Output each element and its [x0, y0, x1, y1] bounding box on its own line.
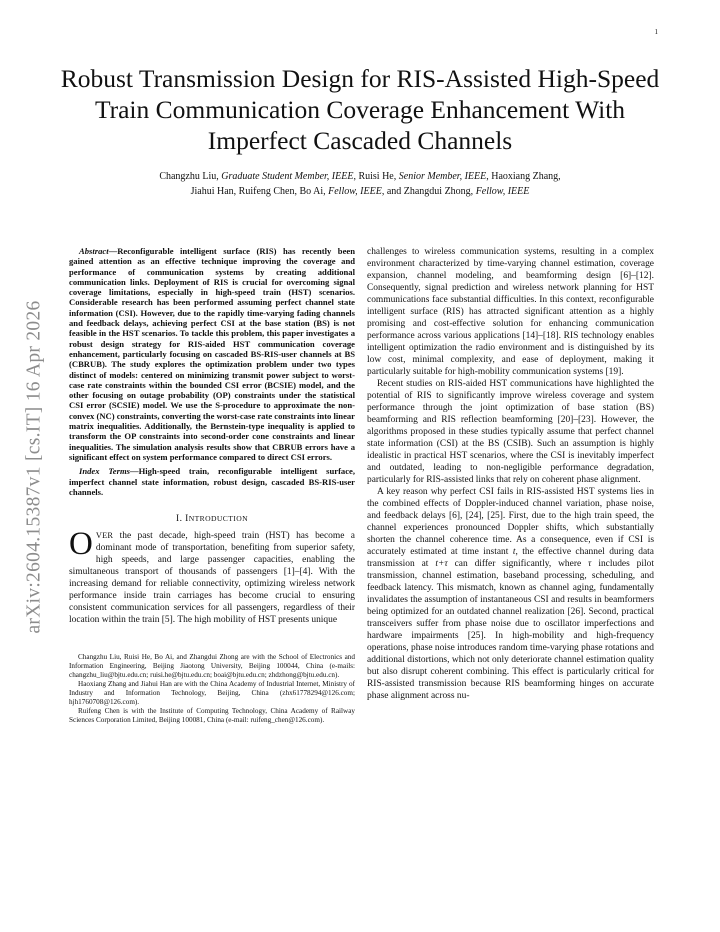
author-line-1 — [80, 170, 640, 185]
author-text: Changzhu Liu, — [159, 171, 222, 182]
paper-title: Robust Transmission Design for RIS-Assisted High-Speed Train Communication Coverage Enhancement With Imperfect Cascaded Channels — [60, 64, 660, 155]
footnote-affiliation-2: Haoxiang Zhang and Jiahui Han are with the China Academy of Industrial Internet, Ministry of Industry and Information Technology, Beijing, China (zhx61778294@126.com; hjh1760708@126.com). — [69, 680, 355, 707]
author-membership: Senior Member, IEEE — [398, 171, 487, 182]
body-text-run: can differ significantly, where — [447, 559, 589, 569]
body-text-run: , the effective channel during data transmission at — [367, 547, 654, 569]
abstract-text: —Reconfigurable intelligent surface (RIS) has recently been gained attention as an effective technique improving the coverage and performance of communication systems by creating additional communication links. Deployment of RIS is crucial for overcoming signal coverage limitations, especially in high-speed train (HST) scenarios. Considerable research has been performed assuming perfect channel state information (CSI). However, due to the rapidly time-varying fading channels and feedback delays, achieving perfect CSI at the base station (BS) is not feasible in the HST scenarios. To tackle this problem, this paper investigates a robust design strategy for RIS-aided HST communication coverage enhancement, particularly focusing on cascaded BS-RIS-user channels at BS (CBRUB). The study explores the optimization problem under two types distinct of models: centered on minimizing transmit power subject to worst-case rate constraints within the bounded CSI error (BCSIE) model, and the other focusing on outage probability (OP) constraints under the statistical CSI error (SCSIE) model. We use the S-procedure to approximate the non-convex (NC) constraints, converting the worst-case rate constraints into linear matrix inequalities. Additionally, the Bernstein-type inequality is applied to transform the OP constraints into second-order cone constraints and linear inequalities. The simulation analysis results show that CBRUB errors have a significant effect on system performance compared to direct CSI errors. — [69, 246, 355, 462]
math-symbol: t — [512, 547, 516, 557]
footnote-affiliation-1: Changzhu Liu, Ruisi He, Bo Ai, and Zhangdui Zhong are with the School of Electronics and Information Engineering, Beijing Jiaotong University, Beijing 100044, China (e-mails: changzhu_liu@bjtu.edu.cn; ruisi.he@bjtu.edu.cn; boai@bjtu.edu.cn; zhdzhong@bjtu.edu.cn). — [69, 653, 355, 680]
section-name-initial: I — [185, 514, 189, 525]
footnote-affiliation-3: Ruifeng Chen is with the Institute of Computing Technology, China Academy of Railway Sciences Corporation Limited, Beijing 100081, China (e-mail: ruifeng_chen@126.com). — [69, 707, 355, 725]
author-text: , and Zhangdui Zhong, — [381, 185, 476, 197]
math-expression: t+τ — [435, 559, 448, 569]
index-terms — [69, 466, 355, 497]
section-heading-introduction — [69, 514, 355, 524]
author-text: Jiahui Han, Ruifeng Chen, Bo Ai, — [190, 185, 329, 197]
section-numeral: I. — [176, 514, 186, 525]
arxiv-identifier: arXiv:2604.15387v1 [cs.IT] 16 Apr 2026 — [24, 300, 46, 634]
author-line-2 — [80, 185, 640, 200]
author-text: , Haoxiang Zhang, — [486, 171, 561, 182]
body-text-run: A key reason why perfect CSI fails in RIS-assisted HST systems lies in the combined effects of Doppler-induced channel variation, phase noise, and feedback delays [6], [24], [25]. First, due to the high train speed, the channel experiences pronounced Doppler shifts, which substantially shorten the channel coherence time. As a consequence, even if CSI is accurately estimated at time instant — [367, 487, 654, 557]
body-paragraph: Recent studies on RIS-aided HST communications have highlighted the potential of RIS to significantly improve wireless coverage and system performance through the joint optimization of base station (BS) beamforming and RIS reflection beamforming [20]–[23]. However, the algorithms proposed in these studies typically assume that perfect channel state information (CSI) at the BS (CSIB). Such an assumption is highly idealistic in practical HST scenarios, where the CSI is inevitably imperfect and outdated, leading to non-negligible performance degradation, particularly for RIS-assisted links that rely on coherent phase alignment. — [367, 379, 654, 485]
arxiv-sidebar-stamp — [22, 262, 48, 672]
index-terms-text: —High-speed train, reconfigurable intelligent surface, imperfect channel state information, robust design, cascaded BS-RIS-user channels. — [69, 466, 356, 497]
math-symbol: τ — [588, 559, 592, 569]
left-column — [69, 246, 355, 725]
lead-caps: VER — [95, 531, 114, 541]
index-terms-label: Index Terms — [79, 466, 130, 477]
body-paragraph — [367, 486, 654, 702]
footnote-rule — [69, 642, 355, 648]
intro-text: the past decade, high-speed train (HST) has become a dominant mode of transportation, benefiting from superior safety, high speeds, and large passenger capacities, enabling the simultaneous transport of thousands of passengers [1]–[4]. With the increasing demand for reliable connectivity, optimizing wireless network performance inside train carriages has become crucial to ensuring consistent communication services for all passengers, regardless of their location within the train [5]. The high mobility of HST presents unique — [69, 531, 355, 626]
section-name-rest: NTRODUCTION — [188, 514, 248, 524]
right-column — [367, 246, 654, 702]
body-text-run: includes pilot transmission, channel estimation, baseband processing, scheduling, and feedback latency. This mismatch, known as channel aging, fundamentally invalidates the assumption of instantaneous CSI and results in beamformers being optimized for an outdated channel realization [26]. Second, practical transceivers suffer from phase noise due to oscillator imperfections and hardware impairments [25]. In high-mobility and high-frequency operations, phase noise introduces random time-varying phase rotations and additional distortions, which not only deteriorate channel estimation quality but also disrupt coherent combining. This effect is particularly critical for RIS-assisted transmission because RIS beamforming hinges on accurate phase alignment across nu- — [367, 559, 654, 701]
author-block — [80, 170, 640, 199]
intro-paragraph — [69, 526, 355, 626]
author-text: , Ruisi He, — [353, 171, 399, 182]
author-membership: Fellow, IEEE — [328, 185, 382, 197]
abstract-label: Abstract — [79, 246, 109, 256]
body-paragraph: challenges to wireless communication systems, resulting in a complex environment characterized by time-varying channel estimation, coverage expansion, channel modeling, and beamforming design [6]–[12]. Consequently, signal prediction and wireless network planning for HST communications face substantial difficulties. In this context, reconfigurable intelligent surface (RIS) has attracted significant attention as a highly promising and cost-effective solution for enhancing communication performance across various applications [14]–[18]. RIS technology enables intelligent optimization the radio environment and is distinguished by its low cost, minimal complexity, and ease of deployment, making it particularly suitable for high-mobility communication systems [19]. — [367, 247, 654, 377]
author-membership: Fellow, IEEE — [475, 185, 530, 197]
page-number: 1 — [654, 28, 658, 36]
author-membership: Graduate Student Member, IEEE — [221, 171, 354, 182]
abstract — [69, 246, 355, 462]
drop-cap: O — [69, 526, 93, 563]
